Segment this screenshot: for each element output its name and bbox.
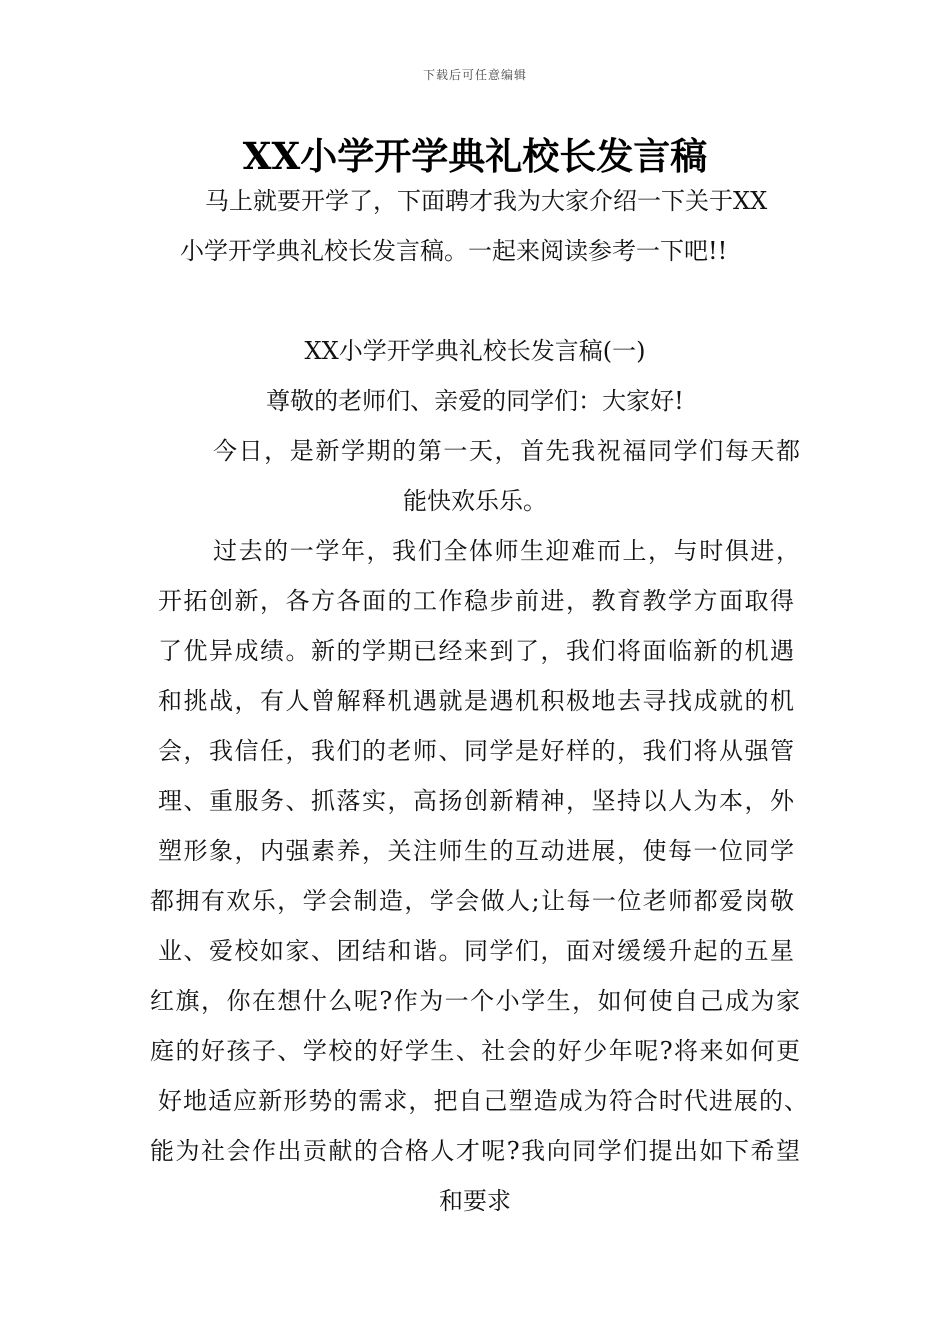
- paragraph-2-line-4: 和挑战，有人曾解释机遇就是遇机积极地去寻找成就的机: [158, 687, 794, 715]
- paragraph-2-line-11: 庭的好孩子、学校的好学生、社会的好少年呢?将来如何更: [150, 1037, 800, 1065]
- section-title: XX小学开学典礼校长发言稿(一): [304, 337, 646, 365]
- paragraph-2-line-14: 和要求: [439, 1187, 511, 1215]
- paragraph-2-line-3: 了优异成绩。新的学期已经来到了，我们将面临新的机遇: [158, 637, 794, 665]
- intro-line-2: 小学开学典礼校长发言稿。一起来阅读参考一下吧!!: [180, 237, 728, 265]
- paragraph-2-line-6: 理、重服务、抓落实，高扬创新精神，坚持以人为本，外: [158, 787, 794, 815]
- paragraph-2-line-8: 都拥有欢乐，学会制造，学会做人;让每一位老师都爱岗敬: [150, 887, 794, 915]
- paragraph-2-line-7: 塑形象，内强素养，关注师生的互动进展，使每一位同学: [158, 837, 794, 865]
- paragraph-2-line-5: 会，我信任，我们的老师、同学是好样的，我们将从强管: [158, 737, 794, 765]
- paragraph-2-line-2: 开拓创新，各方各面的工作稳步前进，教育教学方面取得: [158, 587, 794, 615]
- paragraph-1-line-1: 今日，是新学期的第一天，首先我祝福同学们每天都: [213, 437, 800, 465]
- page-title: XX小学开学典礼校长发言稿: [242, 134, 708, 178]
- paragraph-2-line-12: 好地适应新形势的需求，把自己塑造成为符合时代进展的、: [158, 1087, 808, 1115]
- greeting-line: 尊敬的老师们、亲爱的同学们：大家好!: [266, 387, 684, 415]
- intro-line-1: 马上就要开学了，下面聘才我为大家介绍一下关于XX: [205, 187, 768, 215]
- paragraph-2-line-1: 过去的一学年，我们全体师生迎难而上，与时俱进，: [213, 537, 800, 565]
- paragraph-1-line-2: 能快欢乐乐。: [403, 487, 547, 515]
- header-note: 下载后可任意编辑: [422, 68, 527, 82]
- paragraph-2-line-9: 业、爱校如家、团结和谐。同学们，面对缓缓升起的五星: [158, 937, 794, 965]
- paragraph-2-line-13: 能为社会作出贡献的合格人才呢?我向同学们提出如下希望: [150, 1137, 800, 1165]
- paragraph-2-line-10: 红旗，你在想什么呢?作为一个小学生，如何使自己成为家: [150, 987, 800, 1015]
